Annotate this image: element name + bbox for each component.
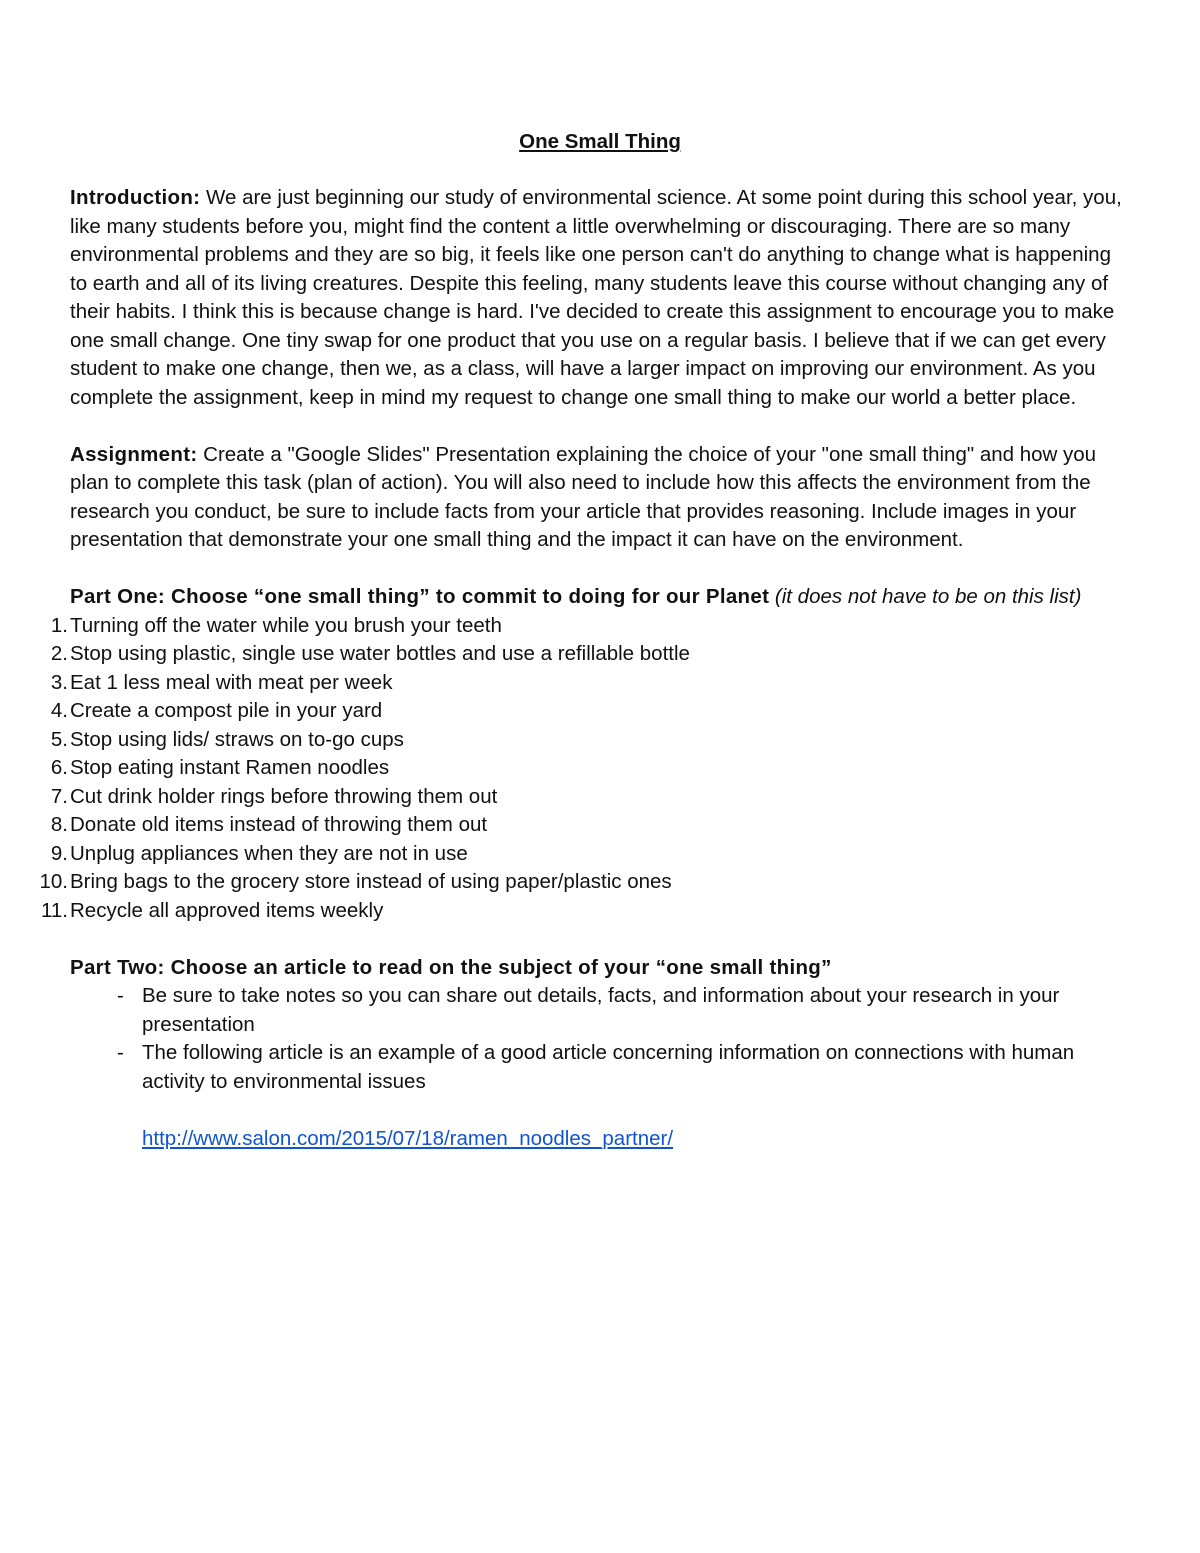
list-item <box>50 697 1130 726</box>
list-item-number: 11. <box>41 898 68 922</box>
list-item-text: Turning off the water while you brush your teeth <box>70 613 502 637</box>
list-item-text: Stop eating instant Ramen noodles <box>70 756 390 779</box>
part-one-heading: Part One: Choose “one small thing” to commit to doing for our Planet <box>70 585 770 608</box>
list-item <box>39 868 1130 897</box>
list-item-text: Cut drink holder rings before throwing them out <box>70 784 498 808</box>
assignment-label: Assignment: <box>70 442 198 466</box>
part-one-note: (it does not have to be on this list) <box>774 585 1082 608</box>
list-item-number: 8. <box>50 813 68 836</box>
list-item-number: 7. <box>50 784 68 808</box>
introduction-text: We are just beginning our study of environmental science. At some point during this school year, you, like many students before you, might find the content a little overwhelming or discouraging. There are so many environmental problems and they are so big, it feels like one person can't do anything to change what is happening to earth and all of its living creatures. Despite this feeling, many students leave this course without changing any of their habits. I think this is because change is hard. I've decided to create this assignment to encourage you to make one small change. One tiny swap for one product that you use on a regular basis. I believe that if we can get every student to make one change, then we, as a class, will have a larger impact on improving our environment. As you complete the assignment, keep in mind my request to change one small thing to make our world a better place. <box>70 186 1122 409</box>
introduction-paragraph <box>70 184 1130 412</box>
list-item <box>50 783 1130 812</box>
list-item-number: 6. <box>50 756 68 779</box>
list-item-text: Create a compost pile in your yard <box>70 699 383 722</box>
list-item <box>50 811 1130 840</box>
list-item <box>50 754 1130 783</box>
list-item <box>50 640 1130 669</box>
assignment-text: Create a "Google Slides" Presentation explaining the choice of your "one small thing" and how you plan to complete this task (plan of action). You will also need to include how this affects the environment from the research you conduct, be sure to include facts from your article that provides reasoning. Include images in your presentation that demonstrate your one small thing and the impact it can have on the environment. <box>70 442 1097 551</box>
list-item <box>50 669 1130 698</box>
assignment-paragraph <box>70 441 1130 555</box>
list-item <box>50 726 1130 755</box>
bullet-dash: - <box>117 984 124 1007</box>
document-body <box>39 184 1130 1153</box>
small-thing-list <box>39 612 1130 926</box>
introduction-label: Introduction: <box>70 186 201 209</box>
list-item <box>50 840 1130 869</box>
bullet-text: Be sure to take notes so you can share out details, facts, and information about your research in your presentation <box>142 984 1060 1036</box>
list-item-number: 4. <box>50 699 68 722</box>
article-link-block <box>70 1125 1130 1154</box>
list-item <box>50 612 1130 641</box>
bullet-item <box>70 982 1130 1039</box>
list-item-number: 5. <box>50 727 68 751</box>
part-two-section <box>70 954 1130 1154</box>
bullet-item <box>70 1039 1130 1096</box>
list-item-number: 2. <box>50 642 68 665</box>
list-item-number: 1. <box>50 613 68 637</box>
list-item-text: Eat 1 less meal with meat per week <box>70 670 393 694</box>
part-two-bullets <box>70 982 1130 1096</box>
list-item <box>41 897 1130 926</box>
list-item-number: 3. <box>50 670 68 694</box>
bullet-text: The following article is an example of a good article concerning information on connections with human activity to environmental issues <box>142 1041 1075 1093</box>
page-title: One Small Thing <box>519 130 681 153</box>
part-two-heading: Part Two: Choose an article to read on the subject of your “one small thing” <box>70 955 832 979</box>
list-item-text: Bring bags to the grocery store instead of using paper/plastic ones <box>70 870 672 893</box>
list-item-number: 10. <box>39 870 68 893</box>
part-one-section <box>39 583 1130 925</box>
list-item-text: Recycle all approved items weekly <box>70 898 384 922</box>
list-item-text: Unplug appliances when they are not in use <box>70 841 468 865</box>
list-item-text: Stop using plastic, single use water bottles and use a refillable bottle <box>70 642 690 665</box>
list-item-number: 9. <box>50 841 68 865</box>
article-link[interactable]: http://www.salon.com/2015/07/18/ramen_noodles_partner/ <box>142 1126 674 1150</box>
part-one-heading-line <box>70 583 1130 612</box>
list-item-text: Stop using lids/ straws on to-go cups <box>70 727 404 751</box>
list-item-text: Donate old items instead of throwing them out <box>70 813 488 836</box>
bullet-dash: - <box>117 1041 124 1064</box>
